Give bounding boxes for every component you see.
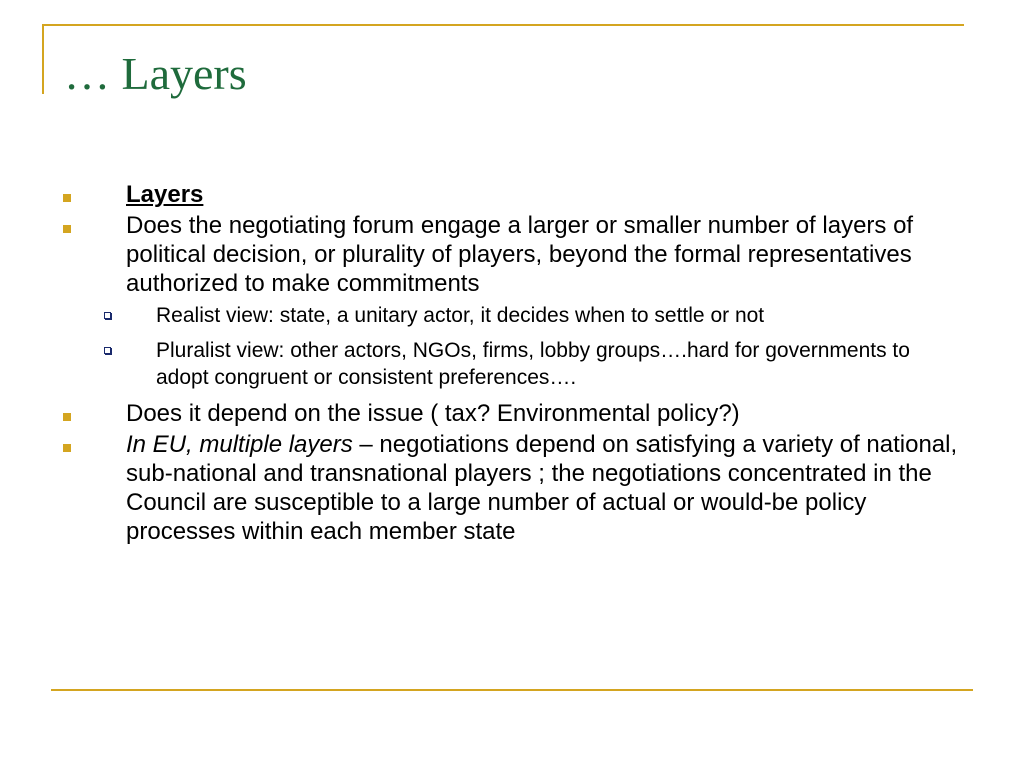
bullet-list xyxy=(60,399,960,546)
square-bullet-icon xyxy=(63,225,71,233)
bullet-italic-lead: In EU, multiple layers xyxy=(126,431,353,458)
sub-bullet-text: Pluralist view: other actors, NGOs, firms, lobby groups….hard for governments to adopt congruent or consistent preferences…. xyxy=(156,339,910,389)
square-bullet-icon xyxy=(63,444,71,452)
bullet-item xyxy=(60,180,960,209)
bullet-text: Does the negotiating forum engage a larger or smaller number of layers of political decision, or plurality of players, beyond the formal representatives authorized to make commitments xyxy=(126,212,914,297)
bullet-text: Does it depend on the issue ( tax? Environmental policy?) xyxy=(126,400,740,427)
sub-bullet-text: Realist view: state, a unitary actor, it decides when to settle or not xyxy=(156,304,765,327)
sub-bullet-item xyxy=(60,337,946,391)
bullet-list xyxy=(60,180,960,298)
left-border-line xyxy=(42,24,44,94)
bullet-item xyxy=(60,430,960,546)
square-bullet-icon xyxy=(63,413,71,421)
top-border-line xyxy=(42,24,964,26)
hollow-square-bullet-icon xyxy=(104,347,111,354)
bottom-border-line xyxy=(51,689,973,691)
bullet-text: – negotiations depend on satisfying a variety of national, sub-national and transnational players ; the negotiations concentrated in the Council are susceptible to a large number of actual or would-be policy processes within each member state xyxy=(126,431,958,545)
square-bullet-icon xyxy=(63,194,71,202)
bullet-item xyxy=(60,399,960,428)
sub-bullet-list xyxy=(60,302,960,391)
slide-title: … Layers xyxy=(64,48,247,99)
hollow-square-bullet-icon xyxy=(104,312,111,319)
slide-content xyxy=(60,180,960,548)
bullet-heading-text: Layers xyxy=(126,181,204,208)
sub-bullet-item xyxy=(60,302,946,329)
bullet-item xyxy=(60,211,960,298)
